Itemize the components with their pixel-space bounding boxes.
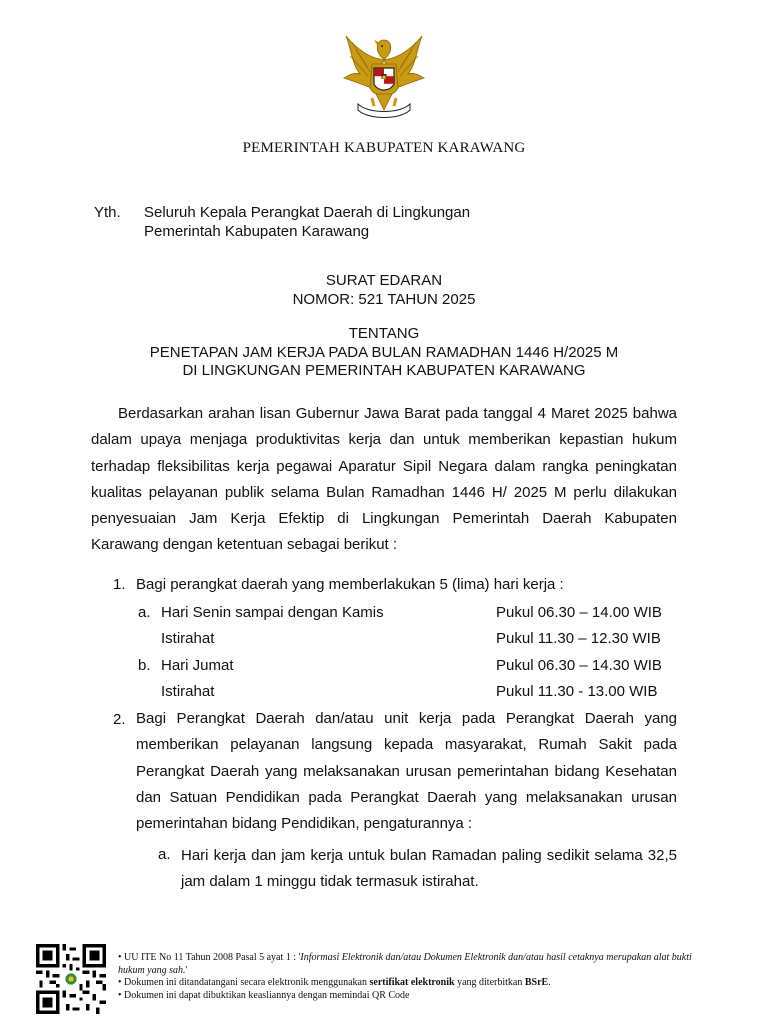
footer-sign-certificate: sertifikat elektronik — [369, 977, 455, 988]
schedule-time: Pukul 11.30 - 13.00 WIB — [496, 683, 658, 700]
government-title: PEMERINTAH KABUPATEN KARAWANG — [242, 140, 526, 156]
footer-sign-prefix: • Dokumen ini ditandatangani secara elektronik menggunakan — [118, 977, 370, 988]
footer-ite-suffix: ' — [185, 964, 188, 976]
footer-qr-note: • Dokumen ini dapat dibuktikan keasliannya dengan memindai QR Code — [118, 989, 410, 1001]
item-2-text: Bagi Perangkat Daerah dan/atau unit kerja pada Perangkat Daerah yang memberikan pelayanan langsung kepada masyarakat, Rumah Sakit pada Perangkat Daerah yang melaksanakan urusan pemerintahan bidang Kesehatan dan Satuan Pendidikan pada Perangkat Daerah yang melaksanakan urusan pemerintahan bidang Pendidikan, pengaturannya : — [136, 710, 677, 833]
item-2-number: 2. — [113, 711, 126, 728]
schedule-time: Pukul 06.30 – 14.30 WIB — [496, 657, 662, 674]
item-1-number: 1. — [113, 576, 126, 593]
subject-line-1: PENETAPAN JAM KERJA PADA BULAN RAMADHAN 1446 H/2025 M — [149, 344, 619, 361]
document-type: SURAT EDARAN — [325, 272, 443, 289]
footer-sign-issuer: BSrE — [524, 977, 549, 988]
intro-paragraph: Berdasarkan arahan lisan Gubernur Jawa Barat pada tanggal 4 Maret 2025 bahwa dalam upaya menjaga produktivitas kerja dan untuk memberikan kepastian hukum terhadap fleksibilitas kerja pegawai Aparatur Sipil Negara dalam rangka peningkatan kualitas pelayanan publik selama Bulan Ramadhan 1446 H/ 2025 M perlu dilakukan penyesuaian Jam Kerja Efektip di Lingkungan Pemerintah Daerah Kabupaten Karawang dengan ketentuan sebagai berikut : — [91, 405, 677, 554]
garuda-emblem-icon — [338, 30, 430, 122]
footer-ite-note — [118, 952, 708, 977]
subject-line-2: DI LINGKUNGAN PEMERINTAH KABUPATEN KARAWANG — [182, 362, 586, 379]
schedule-time: Pukul 06.30 – 14.00 WIB — [496, 604, 662, 621]
item-2a-letter: a. — [158, 846, 171, 863]
item-2a-text: Hari kerja dan jam kerja untuk bulan Ramadan paling sedikit selama 32,5 jam dalam 1 minggu tidak termasuk istirahat. — [181, 847, 677, 891]
footer-signature-note — [118, 977, 708, 990]
footer-sign-mid: yang diterbitkan — [454, 977, 525, 988]
addressee-line-1: Seluruh Kepala Perangkat Daerah di Lingkungan — [144, 204, 471, 221]
footer-ite-quote: Informasi Elektronik dan/atau Dokumen Elektronik dan/atau hasil cetaknya merupakan alat bukti hukum yang sah. — [118, 952, 692, 976]
qr-code-icon — [36, 944, 106, 1014]
schedule-label: Istirahat — [161, 630, 215, 647]
schedule-label: Istirahat — [161, 683, 215, 700]
item-1-text: Bagi perangkat daerah yang memberlakukan 5 (lima) hari kerja : — [136, 576, 564, 593]
about-heading: TENTANG — [348, 325, 420, 342]
footer-sign-suffix: . — [548, 977, 551, 988]
addressee-line-2: Pemerintah Kabupaten Karawang — [144, 223, 370, 240]
legal-footer — [118, 952, 708, 1002]
document-number: NOMOR: 521 TAHUN 2025 — [292, 291, 476, 308]
addressee-prefix: Yth. — [94, 204, 121, 221]
footer-ite-prefix: • UU ITE No 11 Tahun 2008 Pasal 5 ayat 1 : ' — [118, 952, 301, 963]
schedule-label: Hari Jumat — [161, 657, 234, 674]
schedule-time: Pukul 11.30 – 12.30 WIB — [496, 630, 661, 647]
item-1b-letter: b. — [138, 657, 151, 674]
item-1a-letter: a. — [138, 604, 151, 621]
schedule-label: Hari Senin sampai dengan Kamis — [161, 604, 384, 621]
